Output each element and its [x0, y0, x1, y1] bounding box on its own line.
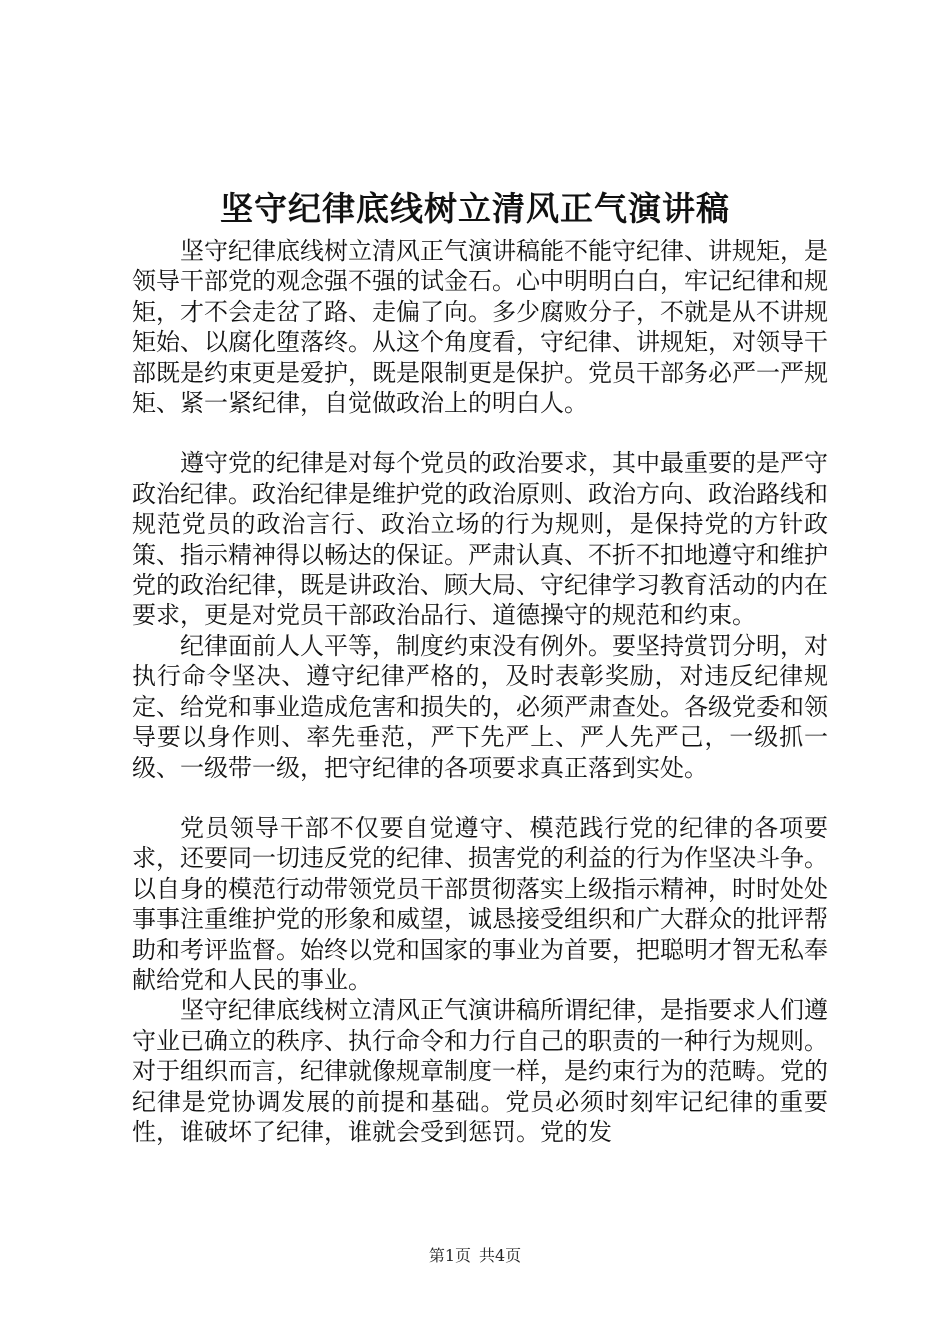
document-body [132, 236, 828, 1147]
paragraph-3: 纪律面前人人平等，制度约束没有例外。要坚持赏罚分明，对执行命令坚决、遵守纪律严格的，及时表彰奖励，对违反纪律规定、给党和事业造成危害和损失的，必须严肃查处。各级党委和领导要以身作则、率先垂范，严下先严上、严人先严己，一级抓一级、一级带一级，把守纪律的各项要求真正落到实处。 [132, 631, 828, 782]
paragraph-2: 遵守党的纪律是对每个党员的政治要求，其中最重要的是严守政治纪律。政治纪律是维护党的政治原则、政治方向、政治路线和规范党员的政治言行、政治立场的行为规则，是保持党的方针政策、指示精神得以畅达的保证。严肃认真、不折不扣地遵守和维护党的政治纪律，既是讲政治、顾大局、守纪律学习教育活动的内在要求，更是对党员干部政治品行、道德操守的规范和约束。 [132, 449, 828, 630]
paragraph-spacer [132, 783, 828, 813]
document-title: 坚守纪律底线树立清风正气演讲稿 [220, 189, 730, 228]
paragraph-5: 坚守纪律底线树立清风正气演讲稿所谓纪律，是指要求人们遵守业已确立的秩序、执行命令和力行自己的职责的一种行为规则。对于组织而言，纪律就像规章制度一样，是约束行为的范畴。党的纪律是党协调发展的前提和基础。党员必须时刻牢记纪律的重要性，谁破坏了纪律，谁就会受到惩罚。党的发 [132, 996, 828, 1146]
page-total: 共4页 [479, 1246, 522, 1265]
paragraph-spacer [132, 418, 828, 448]
paragraph-4: 党员领导干部不仅要自觉遵守、模范践行党的纪律的各项要求，还要同一切违反党的纪律、损害党的利益的行为作坚决斗争。以自身的模范行动带领党员干部贯彻落实上级指示精神，时时处处事事注重维护党的形象和威望，诚恳接受组织和广大群众的批评帮助和考评监督。始终以党和国家的事业为首要，把聪明才智无私奉献给党和人民的事业。 [132, 813, 828, 994]
paragraph-1: 坚守纪律底线树立清风正气演讲稿能不能守纪律、讲规矩，是领导干部党的观念强不强的试金石。心中明明白白，牢记纪律和规矩，才不会走岔了路、走偏了向。多少腐败分子，不就是从不讲规矩始、以腐化堕落终。从这个角度看，守纪律、讲规矩，对领导干部既是约束更是爱护，既是限制更是保护。党员干部务必严一严规矩、紧一紧纪律，自觉做政治上的明白人。 [132, 237, 828, 418]
page-footer [0, 1245, 950, 1267]
page-number: 第1页 [428, 1246, 471, 1265]
